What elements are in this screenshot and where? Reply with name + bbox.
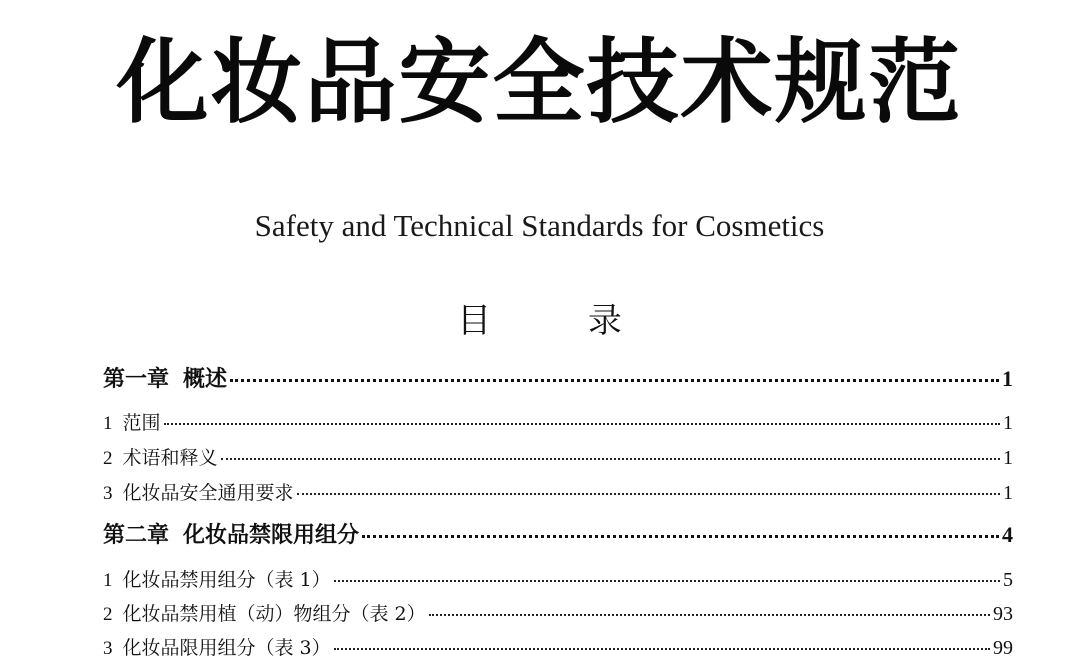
- toc-section-1-1[interactable]: [103, 408, 1013, 435]
- toc-section-2-3[interactable]: [103, 633, 1013, 660]
- toc-entry-label: 2 术语和释义: [103, 447, 218, 469]
- toc-page-number: 1: [1003, 412, 1013, 434]
- dot-leader: [362, 535, 999, 538]
- toc-section-1-3[interactable]: [103, 478, 1013, 505]
- toc-section-1-2[interactable]: [103, 443, 1013, 470]
- toc-page-number: 1: [1003, 482, 1013, 504]
- toc-page-number: 5: [1003, 569, 1013, 591]
- dot-leader: [221, 458, 1000, 460]
- toc-entry-label: 3 化妆品限用组分（表 3）: [103, 637, 331, 659]
- dot-leader: [230, 379, 999, 382]
- toc-section-2-2[interactable]: [103, 599, 1013, 626]
- toc-entry-label: 1 范围: [103, 412, 161, 434]
- toc-chapter-1[interactable]: [103, 362, 1013, 393]
- dot-leader: [429, 614, 990, 616]
- toc-page-number: 99: [993, 637, 1013, 659]
- toc-section-2-1[interactable]: [103, 565, 1013, 592]
- dot-leader: [164, 423, 1000, 425]
- toc-page-number: 1: [1003, 447, 1013, 469]
- document-title: 化妆品安全技术规范: [116, 29, 963, 136]
- dot-leader: [334, 648, 990, 650]
- toc-chapter-2[interactable]: [103, 518, 1013, 549]
- toc-page-number: 93: [993, 603, 1013, 625]
- document-subtitle: Safety and Technical Standards for Cosmetics: [254, 208, 825, 243]
- toc-entry-label: 2 化妆品禁用植（动）物组分（表 2）: [103, 603, 426, 625]
- dot-leader: [297, 493, 1000, 495]
- dot-leader: [334, 580, 1000, 582]
- toc-entry-label: 第一章 概述: [103, 366, 228, 392]
- toc-heading: 目 录: [457, 301, 650, 341]
- toc-entry-label: 3 化妆品安全通用要求: [103, 482, 294, 504]
- toc-entry-label: 第二章 化妆品禁限用组分: [103, 522, 360, 548]
- toc-page-number: 4: [1002, 522, 1013, 547]
- toc-page-number: 1: [1002, 366, 1013, 391]
- toc-entry-label: 1 化妆品禁用组分（表 1）: [103, 569, 331, 591]
